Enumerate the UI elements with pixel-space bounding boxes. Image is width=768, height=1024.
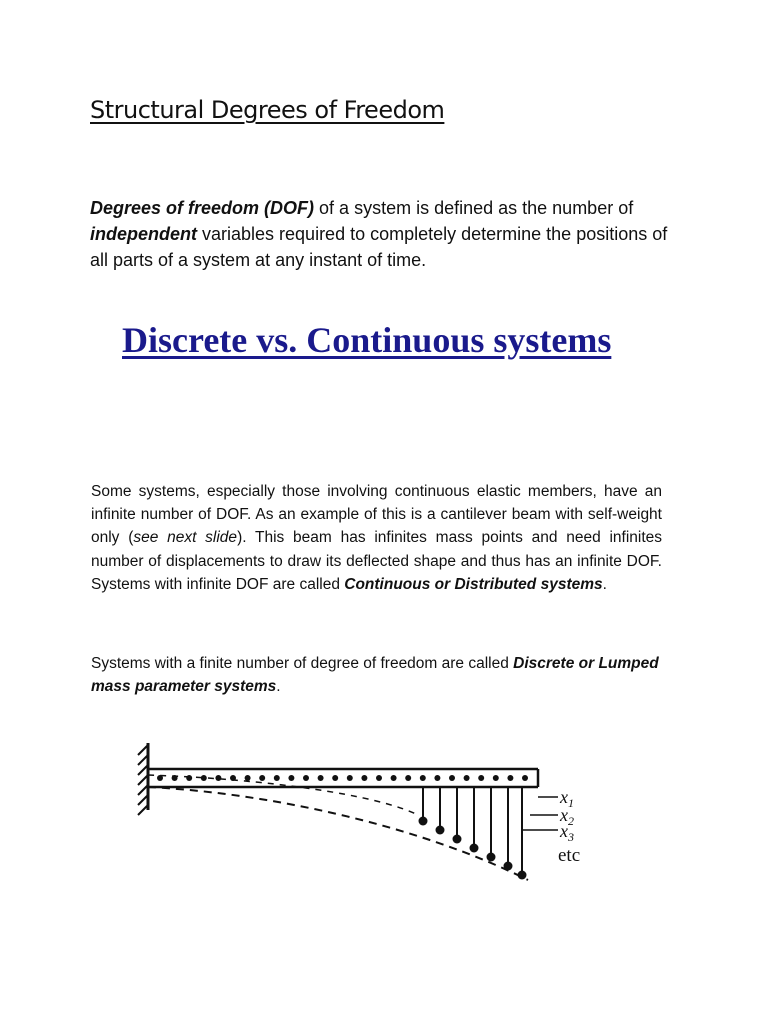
mass-point: [420, 775, 426, 781]
x3-label: $x_3$: [560, 821, 574, 844]
p2-text-1: Systems with a finite number of degree of freedom are called: [91, 655, 514, 672]
mass-point: [215, 775, 221, 781]
continuous-systems-paragraph: [91, 480, 662, 596]
dof-definition: [90, 195, 690, 273]
page-title: Structural Degrees of Freedom: [90, 96, 445, 124]
dof-text-1: of a system is defined as the number of: [314, 198, 634, 218]
independent-term: independent: [90, 224, 197, 244]
discrete-systems-paragraph: [91, 652, 662, 698]
mass-point: [391, 775, 397, 781]
p2-end: .: [276, 678, 281, 696]
dof-term: Degrees of freedom (DOF): [90, 198, 315, 218]
x2-label: $x_2$: [560, 805, 574, 828]
see-next-slide-ref: see next slide: [133, 529, 238, 547]
mass-point: [493, 775, 499, 781]
deflected-shape-line: [148, 787, 528, 880]
mass-point: [347, 775, 353, 781]
dof-text-2: variables required to completely determine the positions of all parts of a system at any instant of time.: [90, 224, 668, 270]
etc-label: etc: [558, 845, 581, 866]
p1-text-1: Some systems, especially those involving continuous elastic members, have an infinite number of DOF. As an example of this is a cantilever beam with self-weight only (: [91, 483, 662, 547]
p1-end: .: [602, 575, 607, 593]
mass-point: [434, 775, 440, 781]
section-heading: Discrete vs. Continuous systems: [122, 320, 612, 360]
mass-point: [507, 775, 513, 781]
mass-point: [478, 775, 484, 781]
mass-point: [274, 775, 280, 781]
discrete-systems-term: Discrete or Lumped mass parameter systems: [91, 655, 659, 696]
mass-point: [186, 775, 192, 781]
displaced-mass-point: [453, 835, 462, 844]
deflected-shape-upper-line: [148, 775, 418, 815]
x1-label: $x_1$: [560, 787, 574, 810]
mass-point: [464, 775, 470, 781]
displacement-labels: [523, 787, 580, 866]
mass-point: [449, 775, 455, 781]
mass-point: [318, 775, 324, 781]
mass-point: [361, 775, 367, 781]
mass-point: [288, 775, 294, 781]
p1-text-2: ). This beam has infinites mass points and need infinites number of displacements to draw its deflected shape and thus has an infinite DOF. Systems with infinite DOF are called: [91, 529, 663, 593]
displacement-arrows: [419, 787, 527, 880]
displaced-mass-point: [504, 862, 513, 871]
mass-point: [303, 775, 309, 781]
mass-point: [522, 775, 528, 781]
mass-point: [405, 775, 411, 781]
mass-point: [259, 775, 265, 781]
continuous-systems-term: Continuous or Distributed systems: [344, 575, 603, 593]
mass-point: [332, 775, 338, 781]
displaced-mass-point: [470, 844, 479, 853]
mass-point: [376, 775, 382, 781]
displaced-mass-point: [487, 853, 496, 862]
displaced-mass-point: [419, 817, 428, 826]
mass-point: [245, 775, 251, 781]
fixed-support: [138, 743, 148, 815]
cantilever-beam-diagram: [118, 735, 598, 895]
displaced-mass-point: [436, 826, 445, 835]
displaced-mass-point: [518, 871, 527, 880]
